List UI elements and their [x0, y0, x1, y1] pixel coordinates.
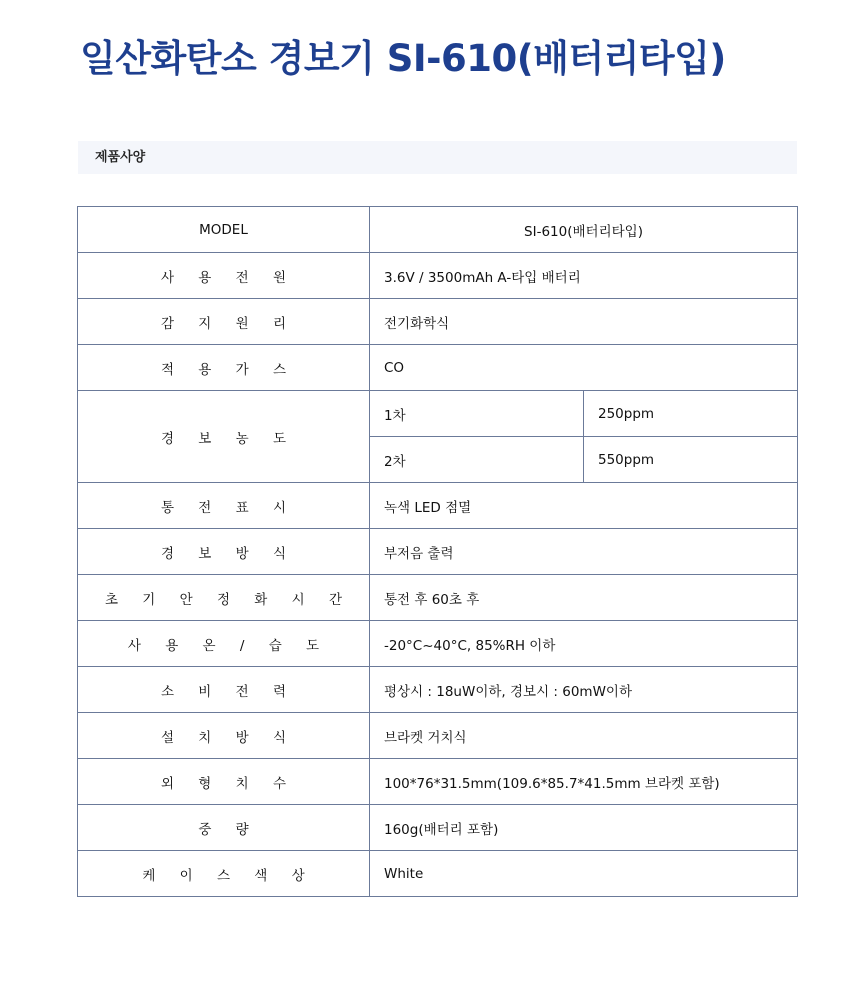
alarm-method-value: 부저음 출력 [370, 529, 798, 575]
power-value: 3.6V / 3500mAh A-타입 배터리 [370, 253, 798, 299]
model-value: SI-610(배터리타입) [370, 207, 798, 253]
consumption-value: 평상시 : 18uW이하, 경보시 : 60mW이하 [370, 667, 798, 713]
installation-label: 설 치 방 식 [78, 713, 370, 759]
case-color-label: 케 이 스 색 상 [78, 851, 370, 897]
table-row-power [78, 253, 798, 299]
sensing-label: 감 지 원 리 [78, 299, 370, 345]
alarm-stage-1: 1차 [370, 391, 584, 437]
warmup-value: 통전 후 60초 후 [370, 575, 798, 621]
alarm-stage-1-value: 250ppm [584, 391, 798, 437]
dimensions-label: 외 형 치 수 [78, 759, 370, 805]
weight-value: 160g(배터리 포함) [370, 805, 798, 851]
warmup-label: 초 기 안 정 화 시 간 [78, 575, 370, 621]
model-label: MODEL [78, 207, 370, 253]
operating-env-value: -20°C~40°C, 85%RH 이하 [370, 621, 798, 667]
power-indicator-label: 통 전 표 시 [78, 483, 370, 529]
consumption-label: 소 비 전 력 [78, 667, 370, 713]
table-row-sensing [78, 299, 798, 345]
alarm-stage-2-value: 550ppm [584, 437, 798, 483]
table-row-gas [78, 345, 798, 391]
table-row-model [78, 207, 798, 253]
weight-label: 중 량 [78, 805, 370, 851]
spec-table [77, 206, 798, 897]
alarm-level-label: 경 보 농 도 [78, 391, 370, 483]
installation-value: 브라켓 거치식 [370, 713, 798, 759]
table-row-case-color [78, 851, 798, 897]
power-label: 사 용 전 원 [78, 253, 370, 299]
gas-label: 적 용 가 스 [78, 345, 370, 391]
table-row-operating-env [78, 621, 798, 667]
dimensions-value: 100*76*31.5mm(109.6*85.7*41.5mm 브라켓 포함) [370, 759, 798, 805]
table-row-alarm-level-1 [78, 391, 798, 437]
table-row-weight [78, 805, 798, 851]
table-row-consumption [78, 667, 798, 713]
section-header [78, 141, 797, 174]
table-row-dimensions [78, 759, 798, 805]
sensing-value: 전기화학식 [370, 299, 798, 345]
operating-env-label: 사 용 온 / 습 도 [78, 621, 370, 667]
gas-value: CO [370, 345, 798, 391]
alarm-stage-2: 2차 [370, 437, 584, 483]
power-indicator-value: 녹색 LED 점멸 [370, 483, 798, 529]
table-row-warmup [78, 575, 798, 621]
alarm-method-label: 경 보 방 식 [78, 529, 370, 575]
table-row-power-indicator [78, 483, 798, 529]
page-title: 일산화탄소 경보기 SI-610(배터리타입) [80, 37, 726, 80]
section-label: 제품사양 [95, 150, 146, 165]
table-row-alarm-method [78, 529, 798, 575]
table-row-installation [78, 713, 798, 759]
case-color-value: White [370, 851, 798, 897]
